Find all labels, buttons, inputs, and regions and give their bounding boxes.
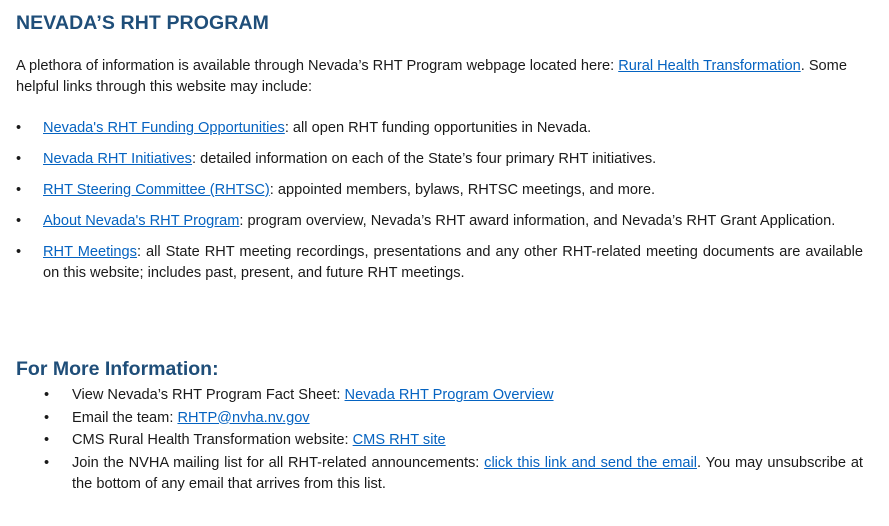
list-item-text-after: . You may unsubscribe at the bottom of any email that arrives from this list.: [72, 454, 863, 492]
bullet-icon: •: [44, 432, 50, 448]
bullet-icon: •: [16, 182, 22, 198]
list-item-text: : appointed members, bylaws, RHTSC meetings, and more.: [269, 182, 656, 198]
rural-health-transformation-link[interactable]: Rural Health Transformation: [618, 58, 801, 74]
list-item: [16, 211, 863, 232]
bullet-icon: •: [16, 120, 22, 136]
steering-committee-link[interactable]: RHT Steering Committee (RHTSC): [43, 182, 270, 198]
list-item: [16, 149, 863, 170]
list-item-text: : program overview, Nevada’s RHT award information, and Nevada’s RHT Grant Application.: [239, 213, 836, 229]
more-information-list: [16, 385, 863, 497]
bullet-icon: •: [16, 213, 22, 229]
cms-rht-site-link[interactable]: CMS RHT site: [352, 432, 446, 448]
list-item-text: Email the team:: [72, 409, 178, 426]
list-item-text: Join the NVHA mailing list for all RHT-related announcements:: [72, 454, 485, 471]
bullet-icon: •: [16, 151, 22, 167]
helpful-links-list: [16, 118, 863, 294]
funding-opportunities-link[interactable]: Nevada's RHT Funding Opportunities: [43, 120, 285, 136]
intro-paragraph: [16, 56, 863, 98]
page-title: NEVADA’S RHT PROGRAM: [16, 12, 269, 34]
list-item-text: View Nevada’s RHT Program Fact Sheet:: [72, 387, 345, 403]
list-item: [16, 408, 863, 430]
initiatives-link[interactable]: Nevada RHT Initiatives: [43, 151, 192, 167]
list-item: [16, 242, 863, 284]
list-item-text: CMS Rural Health Transformation website:: [72, 432, 353, 448]
list-item: [16, 118, 863, 139]
mailing-list-link[interactable]: click this link and send the email: [484, 454, 697, 471]
list-item: [16, 453, 863, 496]
list-item: [16, 385, 863, 407]
bullet-icon: •: [44, 409, 50, 426]
list-item: [16, 180, 863, 201]
list-item-text: : all State RHT meeting recordings, presentations and any other RHT-related meeting documents are available on this website; includes past, present, and future RHT meetings.: [43, 244, 863, 281]
email-link[interactable]: RHTP@nvha.nv.gov: [177, 409, 310, 426]
intro-text-before: A plethora of information is available through Nevada’s RHT Program webpage located here:: [16, 58, 619, 74]
bullet-icon: •: [44, 454, 50, 471]
intro-text-after: . Some helpful links through this website may include:: [16, 58, 847, 95]
more-information-heading: For More Information:: [16, 358, 219, 380]
bullet-icon: •: [44, 387, 50, 403]
program-overview-link[interactable]: Nevada RHT Program Overview: [344, 387, 554, 403]
list-item: [16, 430, 863, 452]
rht-meetings-link[interactable]: RHT Meetings: [43, 244, 137, 260]
bullet-icon: •: [16, 244, 22, 260]
about-program-link[interactable]: About Nevada's RHT Program: [43, 213, 240, 229]
list-item-text: : all open RHT funding opportunities in Nevada.: [284, 120, 592, 136]
list-item-text: : detailed information on each of the State’s four primary RHT initiatives.: [191, 151, 657, 167]
